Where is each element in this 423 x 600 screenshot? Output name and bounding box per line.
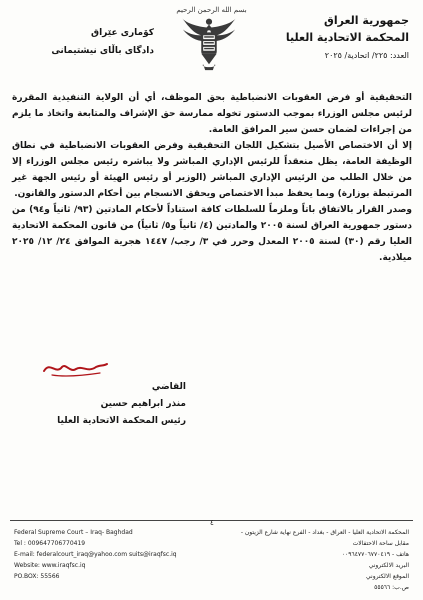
handwritten-signature: [40, 355, 110, 379]
footer-website-ar: الموقع الالكتروني: [366, 573, 409, 580]
page-number: ٤: [210, 519, 214, 527]
footer-website-en[interactable]: Website: www.iraqfsc.iq: [14, 562, 86, 569]
iraq-emblem-icon: [180, 14, 238, 72]
header-kurdish: [14, 28, 154, 56]
decision-body: [12, 90, 412, 266]
footer-pobox-en: PO.BOX: 55566: [14, 573, 60, 580]
footer-address-ar: المحكمة الاتحادية العليا - العراق - بغداد - الفرع نهاية شارع الزيتون - مقابل ساحة الاحتفالات: [240, 529, 409, 547]
country-name-kurdish: کۆماری عێراق: [91, 28, 154, 38]
body-paragraph: وصدر القرار بالاتفاق باتاً وملزماً للسلطات كافة استناداً لأحكام المادتين (٩٣/ ثانياً و٩٤) من دستور جمهورية العراق لسنة ٢٠٠٥ والمادتين (٤/ ثانياً و٥/ ثانياً) من قانون المحكمة الاتحادية العليا رقم (٣٠) لسنة ٢٠٠٥ المعدل وحرر في ٣/ رجب/ ١٤٤٧ هجرية الموافق ٢٤/ ١٢/ ٢٠٢٥ ميلادية.: [12, 205, 413, 263]
judge-name: منذر ابراهيم حسين: [100, 399, 186, 409]
footer-contact-arabic: [234, 527, 409, 593]
footer-tel-en: Tel : 009647706770419: [14, 540, 86, 547]
footer-email-en[interactable]: E-mail: federalcourt_iraq@yahoo.com suits@iraqfsc.iq: [14, 551, 177, 558]
country-name-arabic: جمهورية العراق: [324, 14, 409, 27]
basmala: بسم الله الرحمن الرحيم: [176, 6, 247, 14]
body-paragraph: إلا أن الاختصاص الأصيل بتشكيل اللجان التحقيقية وفرض العقوبات الانضباطية في نطاق الوظيفة العامة، يظل منعقداً للرئيس الإداري المباشر ولا يباشره رئيس مجلس الوزراء إلا من خلال الطلب من الرئيس الإداري المباشر (الوزير أو رئيس الهيئة أو رئيس الجهة غير المرتبطة بوزارة) وبما يحفظ مبدأ الاختصاص ويحقق الانسجام بين أحكام الدستور والقانون.: [12, 141, 412, 199]
court-name-kurdish: دادگای باڵای نیشتیمانی: [51, 46, 154, 56]
judge-role: رئيس المحكمة الاتحادية العليا: [57, 416, 186, 426]
footer-pobox-ar: ص.ب: ٥٥٥٦٦: [374, 584, 409, 591]
footer-tel-ar: هاتف - ٠٠٩٦٤٧٧٠٦٧٧٠٤١٩: [341, 551, 409, 558]
signature-block: [26, 382, 186, 433]
judge-title: القاضي: [151, 382, 186, 392]
body-paragraph: التحقيقية أو فرض العقوبات الانضباطية بحق الموظف، أي أن الولاية التنفيذية المقررة لرئيس مجلس الوزراء بموجب الدستور تخوله ممارسة حق الإشراف والمتابعة واتخاذ ما يلزم من إجراءات لضمان حسن سير المرافق العامة.: [12, 93, 412, 135]
footer-address-en: Federal Supreme Court – Iraq- Baghdad: [14, 529, 133, 536]
footer-contact-english: [14, 527, 224, 582]
header-arabic: [269, 14, 409, 60]
court-name-arabic: المحكمة الاتحادية العليا: [285, 31, 409, 44]
footer-email-ar: البريد الالكتروني: [368, 562, 409, 569]
case-number: العدد: ٢٢٥/ اتحادية/ ٢٠٢٥: [324, 51, 409, 60]
